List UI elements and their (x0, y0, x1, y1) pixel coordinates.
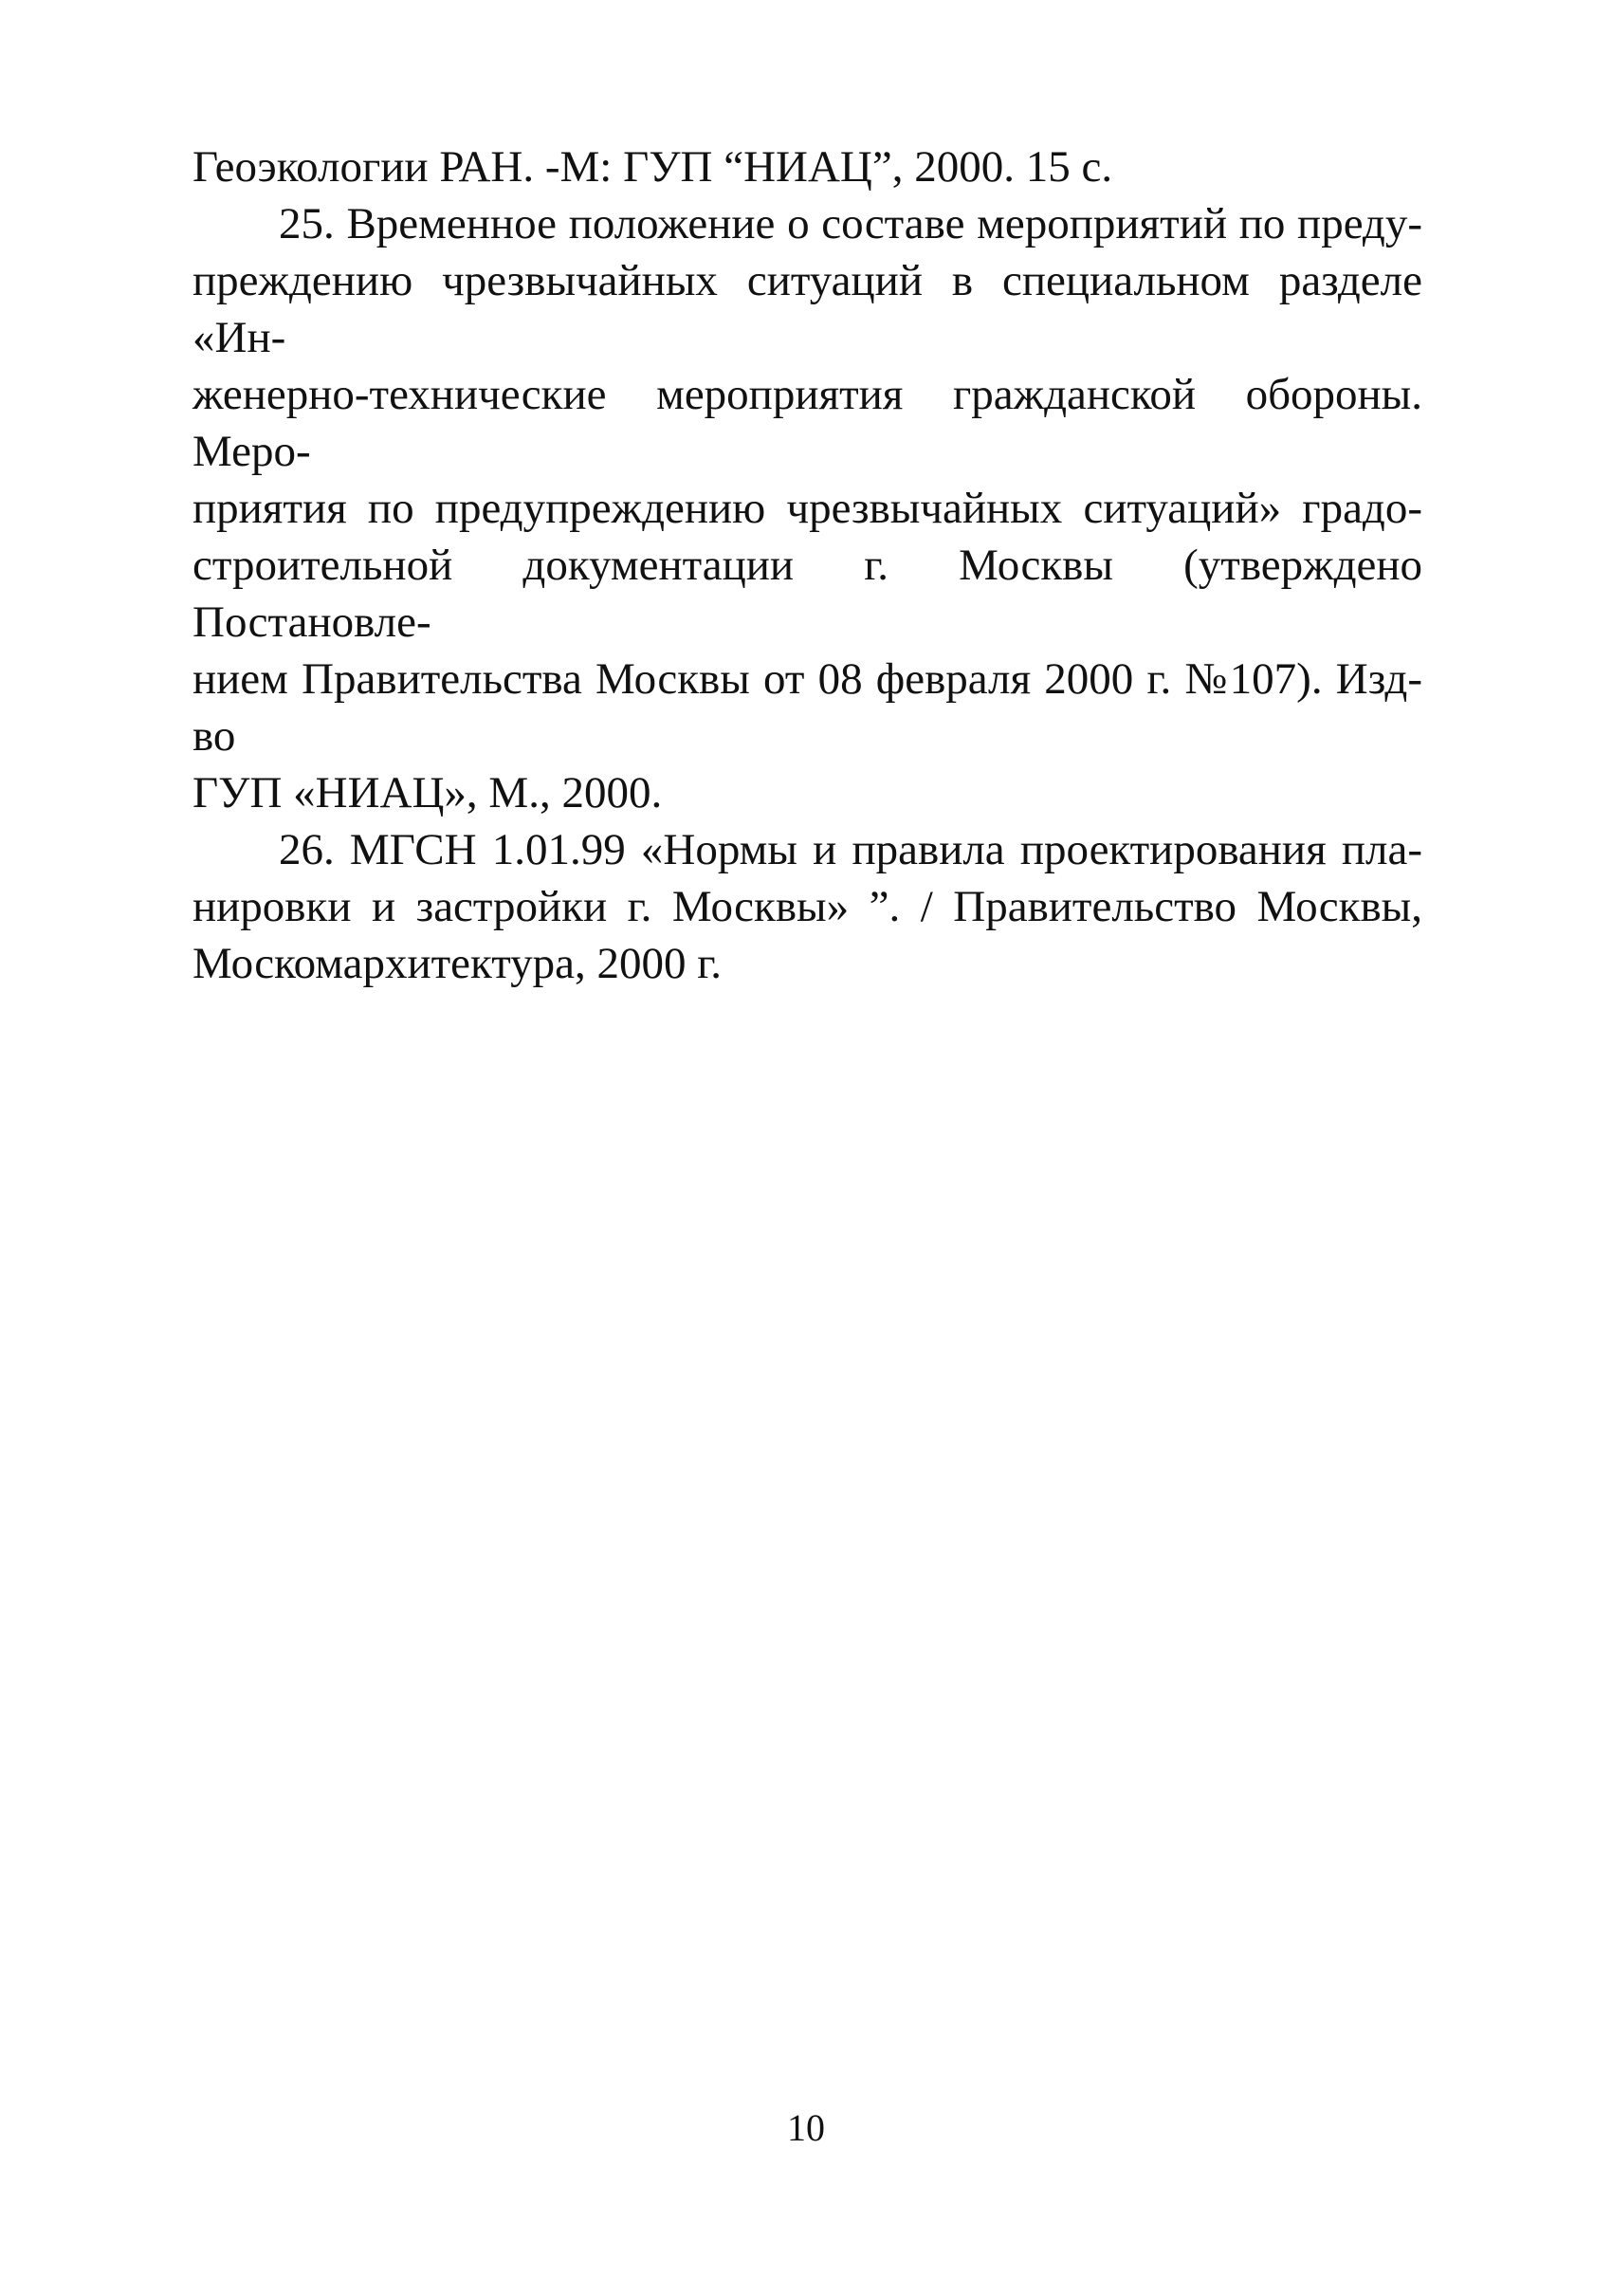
reference-25-line-2: преждению чрезвычайных ситуаций в специальном разделе «Ин- (192, 256, 1422, 362)
reference-25-line-5: строительной документации г. Москвы (утверждено Постановле- (192, 541, 1422, 647)
reference-26-line-2: нировки и застройки г. Москвы» ”. / Правительство Москвы, (192, 882, 1422, 931)
reference-25-line-7: ГУП «НИАЦ», М., 2000. (192, 768, 663, 817)
reference-item-26 (192, 821, 1422, 992)
reference-26-line-1: 26. МГСН 1.01.99 «Нормы и правила проектирования пла- (279, 825, 1422, 874)
page-number: 10 (787, 2106, 825, 2149)
reference-25-line-3: женерно-технические мероприятия гражданской обороны. Меро- (192, 370, 1422, 476)
reference-24-continuation-line: Геоэкологии РАН. -М: ГУП “НИАЦ”, 2000. 15 с. (192, 142, 1113, 192)
reference-item-25 (192, 195, 1422, 821)
reference-25-line-1: 25. Временное положение о составе мероприятий по преду- (279, 199, 1422, 248)
reference-25-line-6: нием Правительства Москвы от 08 февраля 2000 г. №107). Изд-во (192, 654, 1422, 761)
reference-25-line-4: приятия по предупреждению чрезвычайных ситуаций» градо- (192, 484, 1422, 533)
reference-26-line-3: Москомархитектура, 2000 г. (192, 939, 723, 988)
reference-list (192, 138, 1422, 992)
